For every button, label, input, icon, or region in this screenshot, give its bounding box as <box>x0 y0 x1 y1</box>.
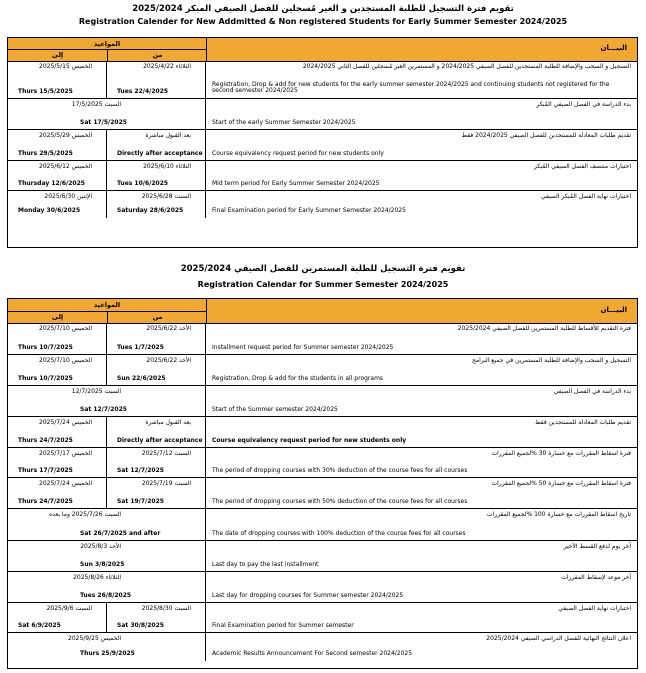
date-english: Sun 3/8/2025 <box>80 561 125 568</box>
from-date-english: Sat 12/7/2025 <box>117 467 164 474</box>
date-cell <box>8 541 206 571</box>
to-header: إلى <box>8 49 107 62</box>
to-date-cell <box>8 448 107 477</box>
from-date-english: Tues 10/6/2025 <box>117 180 169 187</box>
description-arabic: فترة التقديم للأقساط للطلبة المستمرين للفصل الصيفي 2025/2024 <box>457 325 631 332</box>
to-date-english: Thurs 17/7/2025 <box>18 467 73 474</box>
to-header: إلى <box>8 311 107 324</box>
from-header: من <box>107 311 207 324</box>
from-date-arabic: السبت 2025/7/12 <box>141 450 191 457</box>
description-english: The period of dropping courses with 50% deduction of the course fees for all courses <box>212 498 468 505</box>
to-date-arabic: الخميس 2025/7/24 <box>39 419 92 426</box>
table-row <box>8 99 637 130</box>
description-cell <box>206 323 637 354</box>
description-header: البيـــان <box>600 44 627 52</box>
description-cell <box>206 603 637 632</box>
date-english: Sat 26/7/2025 and after <box>80 530 161 537</box>
description-cell <box>206 355 637 385</box>
table-row <box>8 355 637 386</box>
date-arabic: السبت 17/5/2025 <box>71 101 121 108</box>
description-arabic: اختبارات منتصف الفصل الصيفي المُبكر <box>533 163 631 170</box>
to-date-english: Sat 6/9/2025 <box>18 622 61 629</box>
to-date-english: Thurs 10/7/2025 <box>18 375 73 382</box>
table2-title-english: Registration Calendar for Summer Semester 2024/2025 <box>197 280 449 289</box>
description-english: Mid term period for Early Summer Semester 2024/2025 <box>212 180 380 187</box>
description-arabic: تاريخ اسقاط المقررات مع خسارة 100 %لجميع المقررات <box>486 511 631 518</box>
to-date-arabic: الإثنين 2025/6/30 <box>44 193 92 200</box>
to-date-cell <box>8 417 107 447</box>
description-english: Final Examination period for Summer semester <box>212 622 354 629</box>
from-date-arabic: الثلاثاء 2025/4/22 <box>143 63 191 70</box>
description-cell <box>206 191 637 218</box>
table-row <box>8 191 637 218</box>
description-arabic: فترة اسقاط المقررات مع خسارة 30 %لجميع المقررات <box>491 450 631 457</box>
to-date-english: Thursday 12/6/2025 <box>18 180 85 187</box>
description-cell <box>206 161 637 190</box>
date-arabic: الثلاثاء 2025/8/26 <box>73 574 121 581</box>
date-english: Tues 26/8/2025 <box>80 592 132 599</box>
description-english: Start of the Summer semester 2024/2025 <box>212 406 338 413</box>
description-cell <box>206 478 637 508</box>
from-date-arabic: السبت 2025/7/19 <box>141 480 191 487</box>
date-cell <box>8 633 206 661</box>
from-date-cell <box>107 161 206 190</box>
description-arabic: فترة اسقاط المقررات مع خسارة 50 %لجميع المقررات <box>491 480 631 487</box>
to-date-cell <box>8 603 107 632</box>
table-row <box>8 161 637 191</box>
description-english: Last day for dropping courses for Summer semester 2024/2025 <box>212 592 404 599</box>
description-cell <box>206 509 637 540</box>
to-date-english: Thurs 10/7/2025 <box>18 344 73 351</box>
from-date-arabic: بعد القبول مباشرة <box>145 419 191 426</box>
table-row <box>8 541 637 572</box>
table-row <box>8 130 637 161</box>
from-date-english: Sat 30/8/2025 <box>117 622 164 629</box>
table2-title-arabic: تقويم فترة التسجيل للطلبة المستمرين للفصل الصيفي 2025/2024 <box>180 264 466 274</box>
description-arabic: التسجيل و السحب والإضافة للطلبة المستجدين للفصل الصيفي 2024/2025 و المستمرين الغير مُسجلين للفصل الثاني 2024/2025 <box>302 63 631 70</box>
description-english: Registration, Drop & add for the students in all programs <box>212 375 384 382</box>
from-date-english: Sun 22/6/2025 <box>117 375 166 382</box>
date-english: Thurs 25/9/2025 <box>80 650 135 657</box>
from-date-arabic: السبت 2025/8/30 <box>141 605 191 612</box>
from-date-english: Tues 22/4/2025 <box>117 88 169 95</box>
from-date-english: Sat 19/7/2025 <box>117 498 164 505</box>
table-row <box>8 448 637 478</box>
from-date-arabic: السبت 2025/6/28 <box>141 193 191 200</box>
table-row <box>8 386 637 417</box>
from-date-cell <box>107 355 206 385</box>
date-arabic: السبت 2025/7/26 وما بعده <box>49 511 121 518</box>
date-arabic: الأحد 2025/8/3 <box>80 543 121 550</box>
description-cell <box>206 99 637 129</box>
description-cell <box>206 448 637 477</box>
from-date-english: Directly after acceptance <box>117 437 203 444</box>
from-date-arabic: الأحد 2025/6/22 <box>146 325 191 332</box>
table-row <box>8 509 637 541</box>
table-row <box>8 323 637 355</box>
to-date-arabic: السبت 2025/9/6 <box>46 605 92 612</box>
to-date-english: Thurs 24/7/2025 <box>18 437 73 444</box>
description-cell <box>206 633 637 661</box>
to-date-arabic: الخميس 2025/7/24 <box>39 480 92 487</box>
description-arabic: بدء الدراسة في الفصل الصيفي المُبكر <box>536 101 631 108</box>
table-header <box>8 299 637 324</box>
table-row <box>8 417 637 448</box>
description-english: Final Examination period for Early Summer Semester 2024/2025 <box>212 207 406 214</box>
date-cell <box>8 99 206 129</box>
from-date-english: Tues 1/7/2025 <box>117 344 164 351</box>
to-date-english: Thurs 15/5/2025 <box>18 88 73 95</box>
description-arabic: آخر موعد لإسقاط المقررات <box>561 574 631 581</box>
description-cell <box>206 130 637 160</box>
description-arabic: التسجيل و السحب والإضافة للطلبة المستمرين في جميع البرامج <box>472 357 631 364</box>
from-date-cell <box>107 130 206 160</box>
description-arabic: اعلان النتائج النهائية للفصل الدراسي الصيفي 2025/2024 <box>486 635 631 642</box>
from-date-english: Saturday 28/6/2025 <box>117 207 184 214</box>
description-cell <box>206 61 637 98</box>
dates-header: المواعيد <box>93 301 121 309</box>
to-date-cell <box>8 191 107 218</box>
description-cell <box>206 541 637 571</box>
date-english: Sat 17/5/2025 <box>80 119 127 126</box>
description-english: Academic Results Announcement For Second semester 2024/2025 <box>212 650 413 657</box>
table-row <box>8 61 637 99</box>
from-date-cell <box>107 478 206 508</box>
description-english: Last day to pay the last installment <box>212 561 319 568</box>
to-date-english: Thurs 24/7/2025 <box>18 498 73 505</box>
description-arabic: اختبارات نهاية الفصل الصيفي <box>558 605 631 612</box>
dates-header: المواعيد <box>93 40 121 48</box>
table1-title-english: Registration Calender for New Addmitted & Non registered Students for Early Summer Semester 2024/2025 <box>78 17 568 26</box>
to-date-arabic: الخميس 2025/6/12 <box>39 163 92 170</box>
date-cell <box>8 572 206 602</box>
summer-calendar-table <box>7 298 638 669</box>
table1-title-arabic: تقويم فترة التسجيل للطلبة المستجدين و الغير مُسجلين للفصل الصيفي المبكر 2025/2024 <box>132 4 514 14</box>
table-row <box>8 478 637 509</box>
description-english: The period of dropping courses with 30% deduction of the course fees for all courses <box>212 467 468 474</box>
description-english: Installment request period for Summer semester 2024/2025 <box>212 344 394 351</box>
to-date-cell <box>8 130 107 160</box>
description-arabic: تقديم طلبات المعادلة للمستجدين للفصل الصيفي 2024/2025 فقط <box>461 132 631 139</box>
table-row <box>8 572 637 603</box>
from-date-cell <box>107 191 206 218</box>
from-date-english: Directly after acceptance <box>117 150 203 157</box>
description-header: البيـــان <box>600 306 627 314</box>
description-english: Course equivalency request period for new students only <box>212 437 407 444</box>
from-date-cell <box>107 417 206 447</box>
to-date-cell <box>8 355 107 385</box>
from-date-cell <box>107 323 206 354</box>
description-arabic: تقديم طلبات المعادلة للمستجدين فقط <box>535 419 631 426</box>
date-arabic: الخميس 2025/9/25 <box>68 635 121 642</box>
from-date-arabic: الثلاثاء 2025/6/10 <box>143 163 191 170</box>
table-row <box>8 603 637 633</box>
from-date-arabic: بعد القبول مباشرة <box>145 132 191 139</box>
description-cell <box>206 386 637 416</box>
date-cell <box>8 509 206 540</box>
date-english: Sat 12/7/2025 <box>80 406 127 413</box>
from-header: من <box>107 49 207 62</box>
description-arabic: آخر يوم لدفع القسط الأخير <box>563 543 631 550</box>
from-date-cell <box>107 61 206 98</box>
from-date-cell <box>107 603 206 632</box>
table-row <box>8 633 637 661</box>
description-english: Start of the early Summer Semester 2024/2025 <box>212 119 356 126</box>
to-date-cell <box>8 478 107 508</box>
to-date-arabic: الخميس 2025/7/10 <box>39 357 92 364</box>
to-date-arabic: الخميس 2025/5/29 <box>39 132 92 139</box>
description-english: Course equivalency request period for new students only <box>212 150 384 157</box>
description-english: The date of dropping courses with 100% deduction of the course fees for all courses <box>212 530 466 537</box>
date-arabic: السبت 12/7/2025 <box>71 388 121 395</box>
description-arabic: بدء الدراسة في الفصل الصيفي <box>553 388 631 395</box>
date-cell <box>8 386 206 416</box>
to-date-cell <box>8 323 107 354</box>
to-date-cell <box>8 161 107 190</box>
to-date-cell <box>8 61 107 98</box>
to-date-english: Thurs 29/5/2025 <box>18 150 73 157</box>
from-date-arabic: الأحد 2025/6/22 <box>146 357 191 364</box>
to-date-arabic: الخميس 2025/7/10 <box>39 325 92 332</box>
description-cell <box>206 572 637 602</box>
from-date-cell <box>107 448 206 477</box>
to-date-english: Monday 30/6/2025 <box>18 207 81 214</box>
description-arabic: اختبارات نهاية الفصل المُبكر الصيفي <box>540 193 631 200</box>
description-english: Registration, Drop & add for new students for the early summer semester 2024/2025 and continuing students not registered for the second semester 2024/2025 <box>212 81 610 94</box>
to-date-arabic: الخميس 2025/7/17 <box>39 450 92 457</box>
to-date-arabic: الخميس 2025/5/15 <box>39 63 92 70</box>
description-cell <box>206 417 637 447</box>
early-summer-calendar-table <box>7 37 638 248</box>
table-header <box>8 38 637 62</box>
